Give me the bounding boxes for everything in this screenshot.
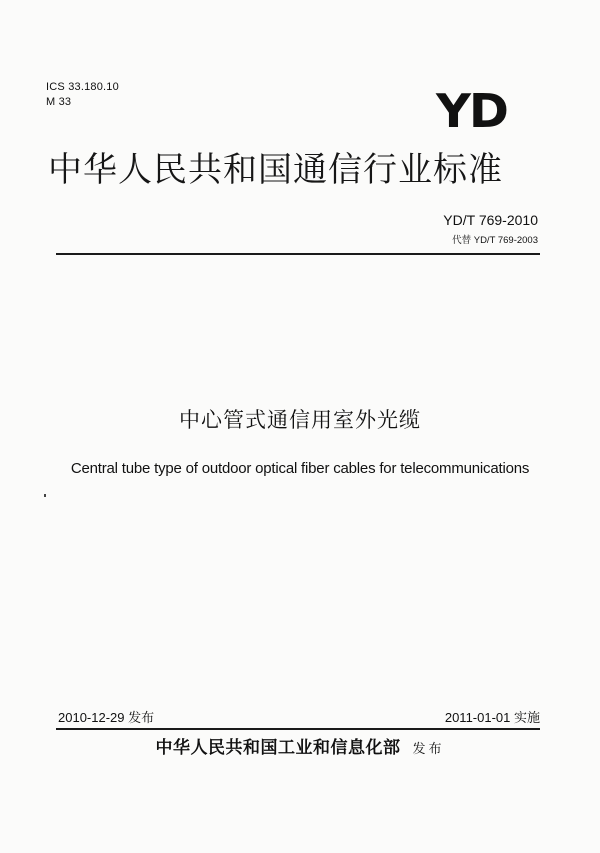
publish-action: 发布 (412, 742, 445, 757)
publisher-line (0, 736, 600, 762)
ccs-code: M 33 (46, 96, 72, 108)
bottom-divider (56, 728, 540, 730)
issue-date: 2010-12-29 发布 (58, 710, 155, 725)
standard-category-title: 中华人民共和国通信行业标准 (48, 150, 503, 190)
publisher-name: 中华人民共和国工业和信息化部 (155, 738, 401, 758)
document-title-english: Central tube type of outdoor optical fiber cables for telecommunications (70, 460, 530, 477)
document-title-chinese: 中心管式通信用室外光缆 (179, 408, 421, 432)
implementation-date: 2011-01-01 实施 (444, 710, 540, 725)
classification-codes (46, 80, 119, 110)
standard-number: YD/T 769-2010 (443, 212, 538, 228)
ics-code: ICS 33.180.10 (46, 81, 119, 93)
scan-speck (44, 494, 46, 497)
yd-logo: YD (436, 84, 507, 138)
replaces-standard: 代替 YD/T 769-2003 (452, 235, 538, 246)
top-divider (56, 253, 540, 255)
